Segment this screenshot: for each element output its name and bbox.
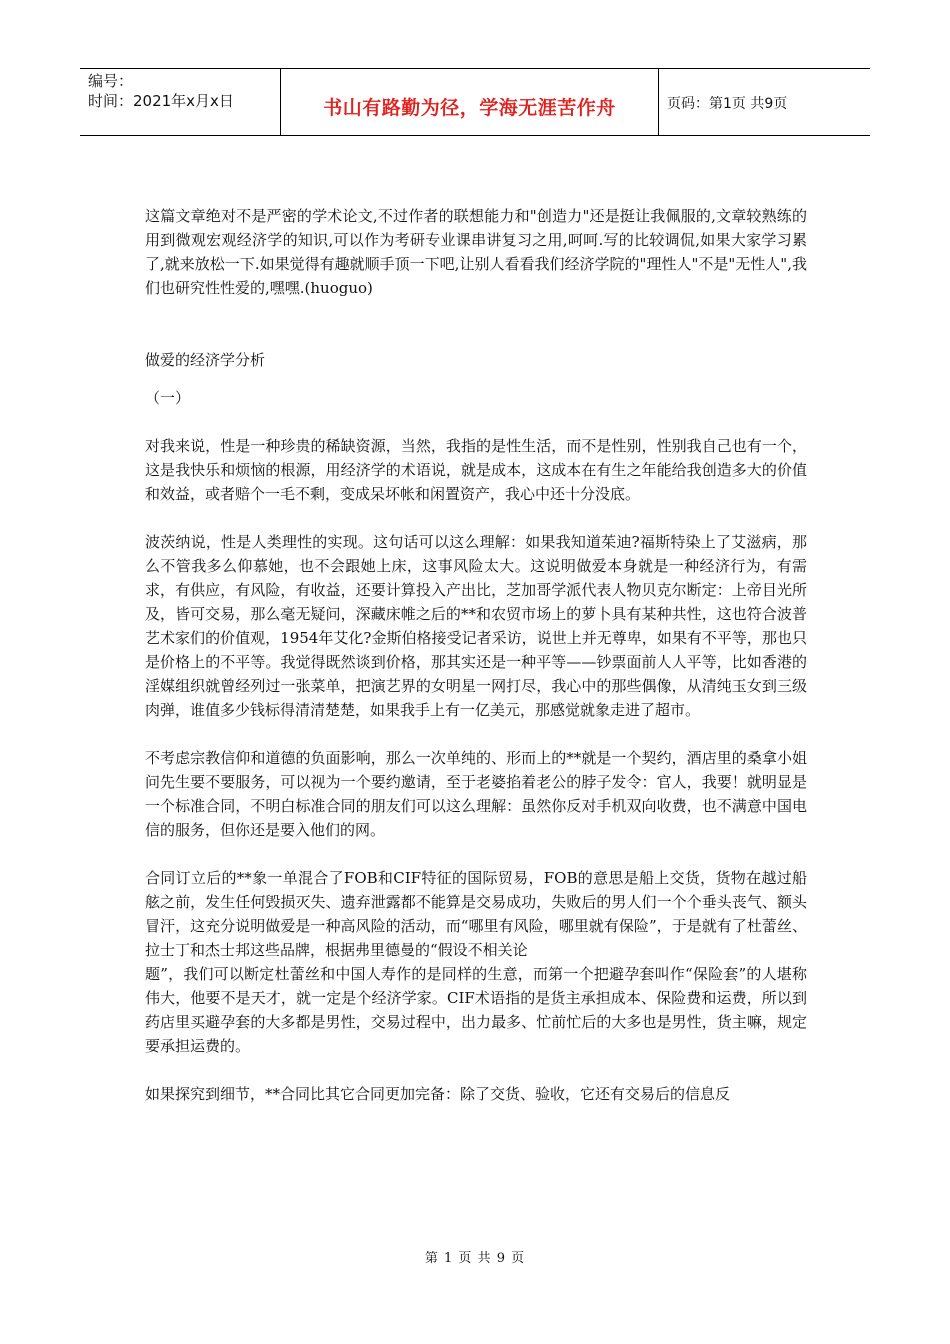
header-page-number: 页码：第1页 共9页: [667, 96, 788, 112]
header-page-cell: [659, 69, 870, 135]
intro-paragraph: 这篇文章绝对不是严密的学术论文,不过作者的联想能力和"创造力"还是挺让我佩服的,文章较熟练的用到微观宏观经济学的知识,可以作为考研专业课串讲复习之用,呵呵.写的比较调侃,如果大家学习累了,就来放松一下.如果觉得有趣就顺手顶一下吧,让别人看看我们经济学院的"理性人"不是"无性人",我们也研究性性爱的,嘿嘿.(huoguo): [145, 207, 807, 297]
article-title: 做爱的经济学分析: [145, 351, 266, 369]
body-paragraph: 波茨纳说，性是人类理性的实现。这句话可以这么理解：如果我知道茱迪?福斯特染上了艾滋病，那么不管我多么仰慕她，也不会跟她上床，这事风险太大。这说明做爱本身就是一种经济行为，有需求，有供应，有风险，有收益，还要计算投入产出比，芝加哥学派代表人物贝克尔断定：上帝目光所及，皆可交易，那么毫无疑问，深藏床帷之后的**和农贸市场上的萝卜具有某种共性，这也符合波普艺术家们的价值观，1954年艾化?金斯伯格接受记者采访，说世上并无尊卑，如果有不平等，那也只是价格上的不平等。我觉得既然谈到价格，那其实还是一种平等——钞票面前人人平等，比如香港的淫媒组织就曾经列过一张菜单，把演艺界的女明星一网打尽，我心中的那些偶像，从清纯玉女到三级肉弹，谁值多少钱标得清清楚楚，如果我手上有一亿美元，那感觉就象走进了超市。: [145, 533, 807, 719]
document-number-label: 编号：: [88, 72, 134, 90]
page-footer: 第 1 页 共 9 页: [424, 1251, 526, 1266]
document-time-label: 时间：2021年x月x日: [88, 92, 234, 110]
page-header: [80, 68, 870, 136]
header-motto-cell: [281, 69, 659, 135]
section-heading: （一）: [145, 389, 191, 407]
body-paragraph: 如果探究到细节，**合同比其它合同更加完备：除了交货、验收，它还有交易后的信息反: [145, 1085, 731, 1103]
body-paragraph: 题”，我们可以断定杜蕾丝和中国人寿作的是同样的生意，而第一个把避孕套叫作“保险套”的人堪称伟大，他要不是天才，就一定是个经济学家。CIF术语指的是货主承担成本、保险费和运费，所以到药店里买避孕套的大多都是男性，交易过程中，出力最多、忙前忙后的大多也是男性，货主嘛，规定要承担运费的。: [145, 965, 807, 1055]
body-paragraph: 合同订立后的**象一单混合了FOB和CIF特征的国际贸易，FOB的意思是船上交货，货物在越过船舷之前，发生任何毁损灭失、遗弃泄露都不能算是交易成功，失败后的男人们一个个垂头丧气、额头冒汗，这充分说明做爱是一种高风险的活动，而“哪里有风险，哪里就有保险”，于是就有了杜蕾丝、拉士丁和杰士邦这些品牌，根据弗里德曼的“假设不相关论: [145, 869, 807, 959]
body-paragraph: 不考虑宗教信仰和道德的负面影响，那么一次单纯的、形而上的**就是一个契约，酒店里的桑拿小姐问先生要不要服务，可以视为一个要约邀请，至于老婆掐着老公的脖子发令：官人，我要！就明显是一个标准合同，不明白标准合同的朋友们可以这么理解：虽然你反对手机双向收费，也不满意中国电信的服务，但你还是要入他们的网。: [145, 749, 807, 839]
document-body: [145, 204, 807, 1106]
header-motto: 书山有路勤为径，学海无涯苦作舟: [323, 96, 616, 119]
header-meta: [80, 69, 281, 135]
body-paragraph: 对我来说，性是一种珍贵的稀缺资源，当然，我指的是性生活，而不是性别，性别我自己也有一个，这是我快乐和烦恼的根源，用经济学的术语说，就是成本，这成本在有生之年能给我创造多大的价值和效益，或者赔个一毛不剩，变成呆坏帐和闲置资产，我心中还十分没底。: [145, 437, 807, 503]
